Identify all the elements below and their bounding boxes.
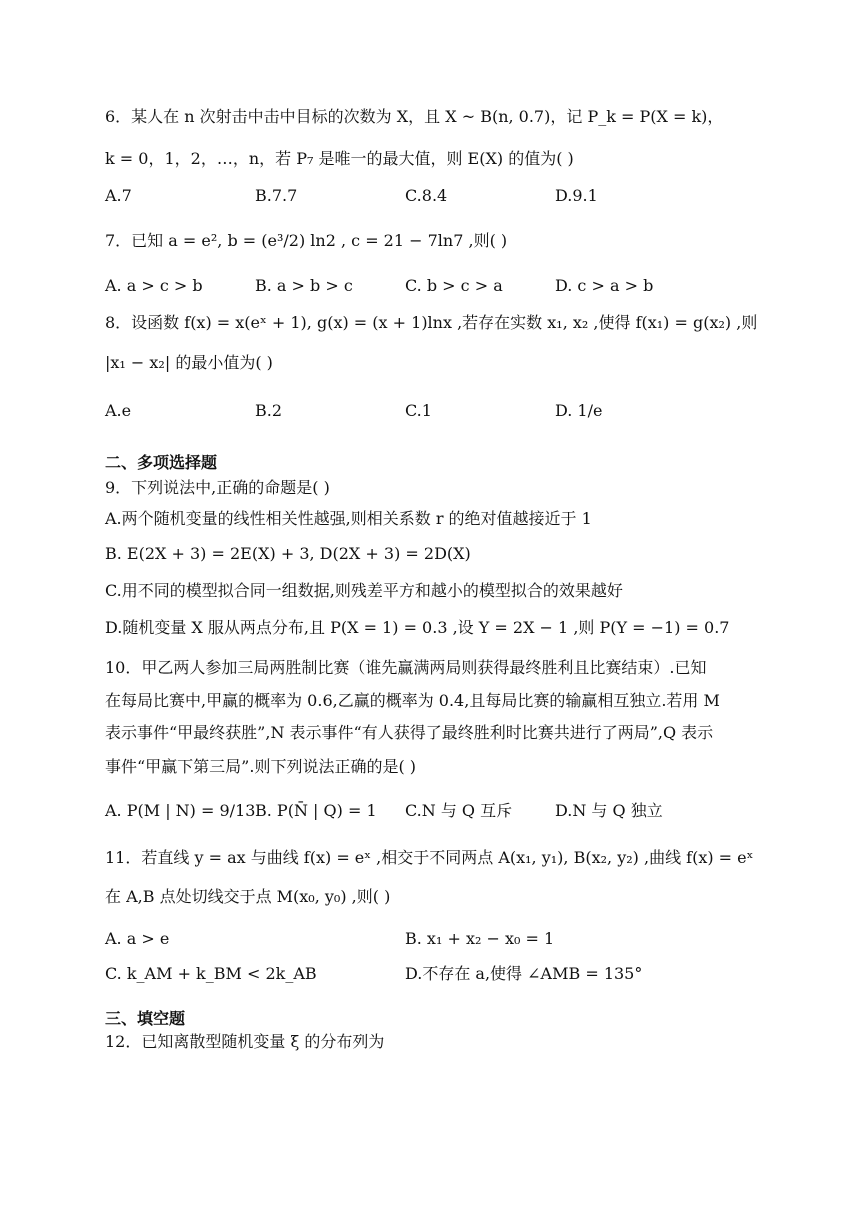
q9-line1: 9．下列说法中,正确的命题是( ) xyxy=(105,478,330,497)
q10-option-d: D.N 与 Q 独立 xyxy=(555,801,663,820)
q12-line1: 12．已知离散型随机变量 ξ 的分布列为 xyxy=(105,1032,385,1051)
q9-option-d: D.随机变量 X 服从两点分布,且 P(X = 1) = 0.3 ,设 Y = 2X − 1 ,则 P(Y = −1) = 0.7 xyxy=(105,618,730,637)
q6-option-b: B.7.7 xyxy=(255,186,298,205)
q8-option-b: B.2 xyxy=(255,401,283,420)
q8-line2: |x₁ − x₂| 的最小值为( ) xyxy=(105,353,273,372)
q8-line1: 8．设函数 f(x) = x(eˣ + 1), g(x) = (x + 1)lnx ,若存在实数 x₁, x₂ ,使得 f(x₁) = g(x₂) ,则 xyxy=(105,313,758,332)
q7-line1: 7．已知 a = e², b = (e³/2) ln2 , c = 21 − 7ln7 ,则( ) xyxy=(105,231,508,250)
q8-option-d: D. 1/e xyxy=(555,401,603,420)
q8-option-c: C.1 xyxy=(405,401,432,420)
q9-option-c: C.用不同的模型拟合同一组数据,则残差平方和越小的模型拟合的效果越好 xyxy=(105,581,623,600)
q7-option-d: D. c > a > b xyxy=(555,276,654,295)
q9-option-a: A.两个随机变量的线性相关性越强,则相关系数 r 的绝对值越接近于 1 xyxy=(105,509,592,528)
q8-option-a: A.e xyxy=(105,401,132,420)
q6-option-c: C.8.4 xyxy=(405,186,448,205)
q11-option-d: D.不存在 a,使得 ∠AMB = 135° xyxy=(405,964,643,983)
q7-option-a: A. a > c > b xyxy=(105,276,203,295)
q11-option-c: C. k_AM + k_BM < 2k_AB xyxy=(105,964,317,983)
q11-line1: 11．若直线 y = ax 与曲线 f(x) = eˣ ,相交于不同两点 A(x₁, y₁), B(x₂, y₂) ,曲线 f(x) = eˣ xyxy=(105,848,754,867)
q10-option-a: A. P(M | N) = 9/13 xyxy=(105,801,256,820)
q6-line1: 6．某人在 n 次射击中击中目标的次数为 X，且 X ~ B(n, 0.7)，记 P_k = P(X = k)， xyxy=(105,107,724,126)
q6-option-a: A.7 xyxy=(105,186,132,205)
q11-line2: 在 A,B 点处切线交于点 M(x₀, y₀) ,则( ) xyxy=(105,887,391,906)
q7-option-c: C. b > c > a xyxy=(405,276,503,295)
q6-option-d: D.9.1 xyxy=(555,186,598,205)
q11-option-b: B. x₁ + x₂ − x₀ = 1 xyxy=(405,929,555,948)
q10-option-b: B. P(N̄ | Q) = 1 xyxy=(255,801,377,820)
section-fill-in-heading: 三、填空题 xyxy=(105,1009,186,1028)
q7-option-b: B. a > b > c xyxy=(255,276,353,295)
q11-option-a: A. a > e xyxy=(105,929,170,948)
q6-line2: k = 0，1，2，…，n，若 P₇ 是唯一的最大值，则 E(X) 的值为( ) xyxy=(105,149,574,168)
q10-line2: 在每局比赛中,甲赢的概率为 0.6,乙赢的概率为 0.4,且每局比赛的输赢相互独立.若用 M xyxy=(105,691,720,710)
section-multiple-choice-heading: 二、多项选择题 xyxy=(105,453,218,472)
q10-line4: 事件“甲赢下第三局”.则下列说法正确的是( ) xyxy=(105,757,417,776)
q10-line1: 10．甲乙两人参加三局两胜制比赛（谁先赢满两局则获得最终胜利且比赛结束）.已知 xyxy=(105,658,707,677)
q10-line3: 表示事件“甲最终获胜”,N 表示事件“有人获得了最终胜利时比赛共进行了两局”,Q 表示 xyxy=(105,723,714,742)
q10-option-c: C.N 与 Q 互斥 xyxy=(405,801,513,820)
q9-option-b: B. E(2X + 3) = 2E(X) + 3, D(2X + 3) = 2D(X) xyxy=(105,544,471,563)
